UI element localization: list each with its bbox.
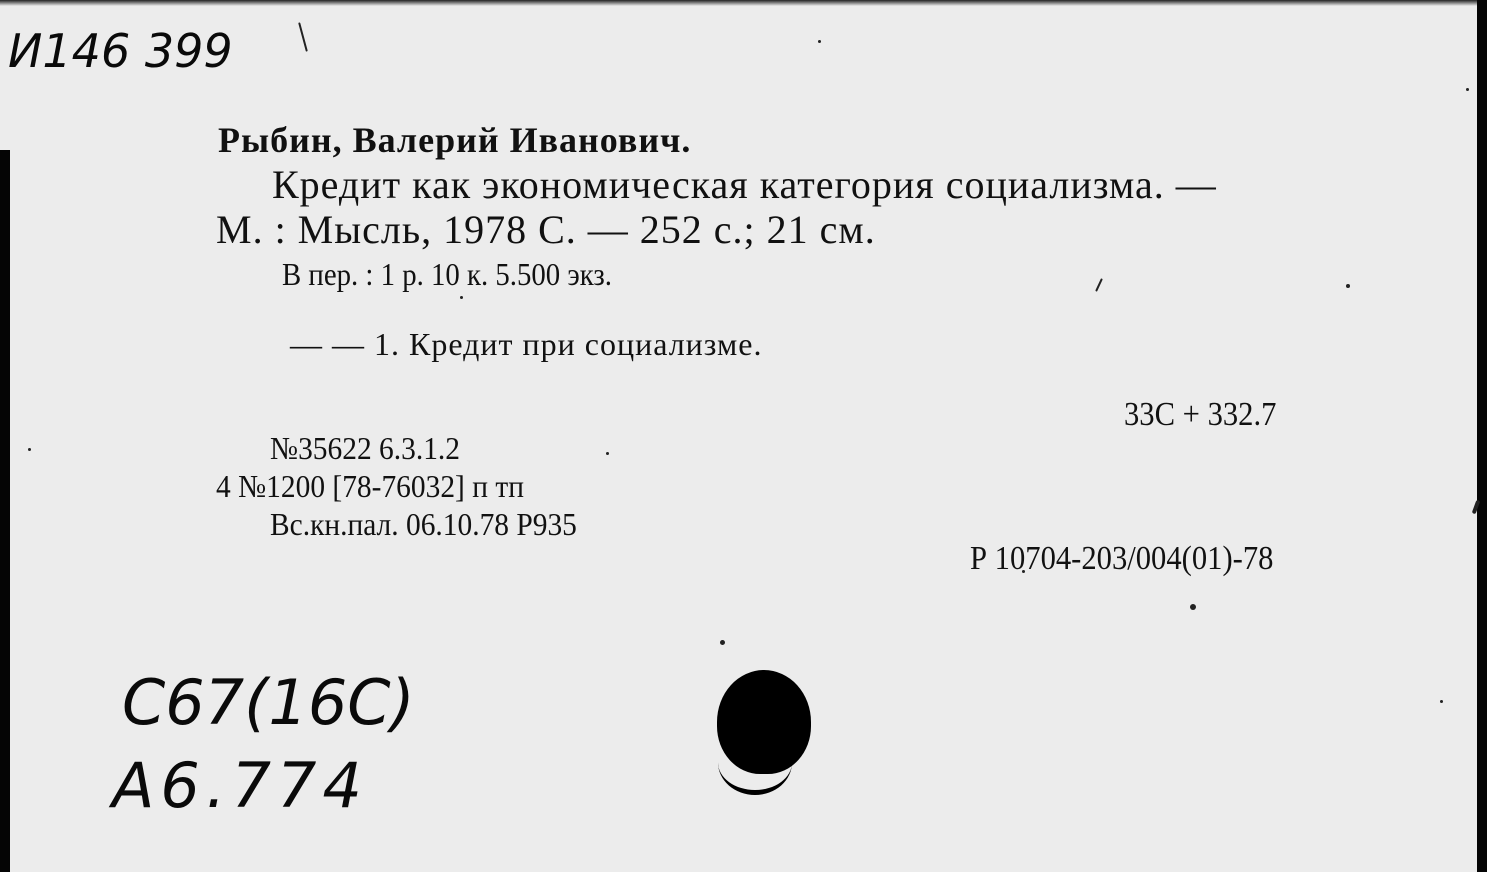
film-edge-left — [0, 150, 10, 872]
classification-index: 33С + 332.7 — [1124, 396, 1277, 433]
registration-number-1: №35622 6.3.1.2 — [270, 430, 461, 466]
film-edge-top — [0, 0, 1487, 6]
price-line: В пер. : 1 р. 10 к. 5.500 экз. — [282, 256, 612, 292]
registration-number-2: 4 №1200 [78-76032] п тп — [216, 468, 524, 504]
registration-number-3: Вс.кн.пал. 06.10.78 Р935 — [270, 506, 577, 542]
film-edge-right — [1477, 0, 1487, 872]
handwritten-shelf-mark-2: А6.774 — [112, 749, 368, 822]
author-heading: Рыбин, Валерий Иванович. — [218, 120, 692, 160]
publisher-code: Р 10704-203/004(01)-78 — [970, 540, 1274, 577]
punch-hole — [717, 670, 811, 774]
title-line-2: М. : Мысль, 1978 С. — 252 с.; 21 см. — [216, 207, 876, 252]
subject-heading: — — 1. Кредит при социализме. — [290, 326, 763, 362]
title-line-1: Кредит как экономическая категория социализма. — — [272, 162, 1217, 207]
handwritten-shelf-mark-1: С67(16С) — [122, 666, 415, 739]
handwritten-call-number: И146 399 — [8, 24, 233, 78]
